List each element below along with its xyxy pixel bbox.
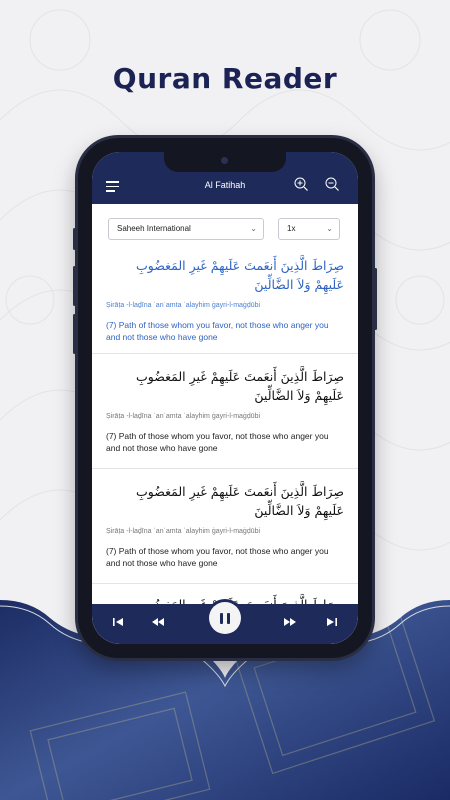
verse-transliteration: Ṣirāṭa -l-laḏīna ʾanʿamta ʿalayhim ġayri-l-maġḍūbi <box>106 413 261 420</box>
phone-side-button <box>374 268 377 330</box>
phone-side-button <box>73 314 76 354</box>
page-title: Quran Reader <box>112 62 338 95</box>
speed-select[interactable] <box>278 218 340 240</box>
camera-icon <box>221 157 228 164</box>
phone-mockup <box>78 138 372 658</box>
verse-translation: (7) Path of those whom you favor, not those who anger you and not those who have gone <box>106 320 329 342</box>
zoom-in-icon[interactable] <box>293 176 309 192</box>
verse-item[interactable] <box>92 355 358 469</box>
skip-next-icon[interactable] <box>326 616 338 628</box>
rewind-icon[interactable] <box>150 616 166 628</box>
verse-item[interactable] <box>92 470 358 584</box>
verse-transliteration: Ṣirāṭa -l-laḏīna ʾanʿamta ʿalayhim ġayri-l-maġḍūbi <box>106 302 261 309</box>
speed-select-value: 1x <box>287 224 296 233</box>
surah-title: Al Fatihah <box>204 180 246 190</box>
verse-arabic: صِرَاطَ الَّذِينَ أَنعَمتَ عَلَيهِمْ غَيرِ المَغضُوبِ عَلَيهِمْ وَلاَ الضَّالِّينَ <box>136 258 344 292</box>
translation-select[interactable] <box>108 218 264 240</box>
controls-row <box>92 218 358 242</box>
pause-icon-bar <box>227 613 230 624</box>
verse-translation: (7) Path of those whom you favor, not those who anger you and not those who have gone <box>106 431 329 453</box>
verse-arabic: صِرَاطَ الَّذِينَ أَنعَمتَ عَلَيهِمْ غَيرِ المَغضُوبِ عَلَيهِمْ وَلاَ الضَّالِّينَ <box>136 369 344 403</box>
phone-screen <box>92 152 358 644</box>
skip-previous-icon[interactable] <box>112 616 124 628</box>
phone-side-button <box>73 266 76 306</box>
verse-arabic: صِرَاطَ الَّذِينَ أَنعَمتَ عَلَيهِمْ غَيرِ المَغضُوبِ عَلَيهِمْ وَلاَ الضَّالِّينَ <box>136 484 344 518</box>
pause-icon <box>220 613 223 624</box>
chevron-down-icon: ⌄ <box>250 224 257 233</box>
fast-forward-icon[interactable] <box>282 616 298 628</box>
phone-notch <box>164 152 286 172</box>
verse-item[interactable] <box>92 252 358 354</box>
audio-player-bar <box>92 604 358 644</box>
phone-side-button <box>73 228 76 250</box>
chevron-down-icon: ⌄ <box>326 224 333 233</box>
verse-transliteration: Ṣirāṭa -l-laḏīna ʾanʿamta ʿalayhim ġayri-l-maġḍūbi <box>106 528 261 535</box>
pause-button[interactable] <box>209 602 241 634</box>
translation-select-value: Saheeh International <box>117 224 191 233</box>
zoom-out-icon[interactable] <box>324 176 340 192</box>
verse-translation: (7) Path of those whom you favor, not those who anger you and not those who have gone <box>106 546 329 568</box>
